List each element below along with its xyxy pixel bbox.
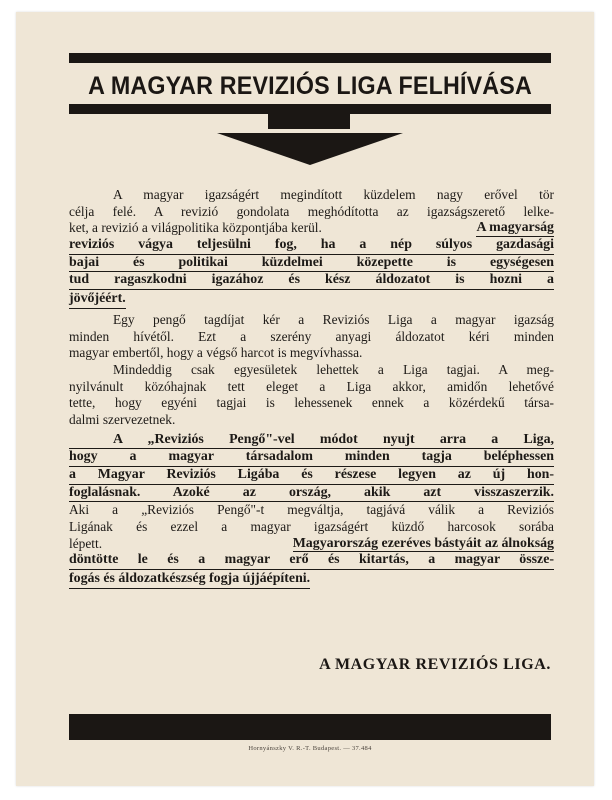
emphasis-line: a Magyar Reviziós Ligába és részese legyen az új hon-: [69, 467, 554, 485]
emphasis-line: hogy a magyar társadalom minden tagja beléphessen: [69, 449, 554, 467]
text-line: Mindeddig csak egyesületek lehettek a Liga tagjai. A meg-: [113, 361, 554, 377]
text-line: magyar embertől, hogy a végső harcot is megvívhassa.: [69, 345, 363, 361]
text-line: Ligának és ezzel a magyar igazságért küzdő harcosok sorába: [69, 519, 554, 535]
poster-title: A MAGYAR REVIZIÓS LIGA FELHÍVÁSA: [88, 71, 532, 100]
emphasis-line: bajai és politikai küzdelmei közepette is egységesen: [69, 255, 554, 273]
text-span: lépett.: [69, 535, 103, 551]
signature: A MAGYAR REVIZIÓS LIGA.: [319, 656, 551, 673]
appeal-text: [69, 187, 554, 589]
top-rule: [69, 53, 551, 63]
emphasis-line: A „Reviziós Pengő"-vel módot nyujt arra a Liga,: [69, 432, 554, 450]
text-line: Aki a „Reviziós Pengő"-t megváltja, tagjává válik a Reviziós: [69, 502, 554, 518]
text-line: A magyar igazságért megindított küzdelem nagy erővel tör: [113, 187, 554, 202]
text-line: minden hívétől. Ezt a szerény anyagi áldozatot kéri minden: [69, 328, 554, 344]
emphasis-span: Magyarország ezeréves bástyáit az álnokság: [292, 535, 554, 551]
emphasis-line: reviziós vágya teljesülni fog, ha a nép súlyos gazdasági: [69, 237, 554, 255]
emphasis-line: döntötte le és a magyar erő és kitartás, a magyar össze-: [69, 552, 554, 570]
text-line: tette, hogy egyéni tagjai is lehessenek ennek a közérdekű társa-: [69, 395, 554, 411]
emphasis-line: fogás és áldozatkészség fogja újjáépíteni.: [69, 571, 310, 589]
text-span: ket, a revizió a világpolitika központjába kerül.: [69, 220, 322, 236]
printer-imprint: Hornyánszky V. R.-T. Budapest. — 37.484: [248, 745, 372, 752]
text-line: [69, 536, 554, 553]
emphasis-line: tud ragaszkodni igazához és kész áldozatot is hozni a: [69, 272, 554, 290]
text-line: nyilvánult közóhajnak tett eleget a Liga akkor, amidőn lehetővé: [69, 378, 554, 394]
text-line: [69, 220, 554, 237]
emphasis-span: A magyarság: [476, 220, 554, 236]
text-line: Egy pengő tagdíjat kér a Reviziós Liga a magyar igazság: [113, 311, 554, 327]
emphasis-line: foglalásnak. Azoké az ország, akik azt visszaszerzik.: [69, 485, 554, 503]
text-line: célja felé. A revizió gondolata meghódította az igazságszerető lelke-: [69, 203, 554, 219]
down-arrow-icon: [215, 112, 405, 167]
emphasis-line: jövőjéért.: [69, 291, 126, 309]
bottom-rule: [69, 714, 551, 740]
text-line: dalmi szervezetnek.: [69, 411, 176, 427]
